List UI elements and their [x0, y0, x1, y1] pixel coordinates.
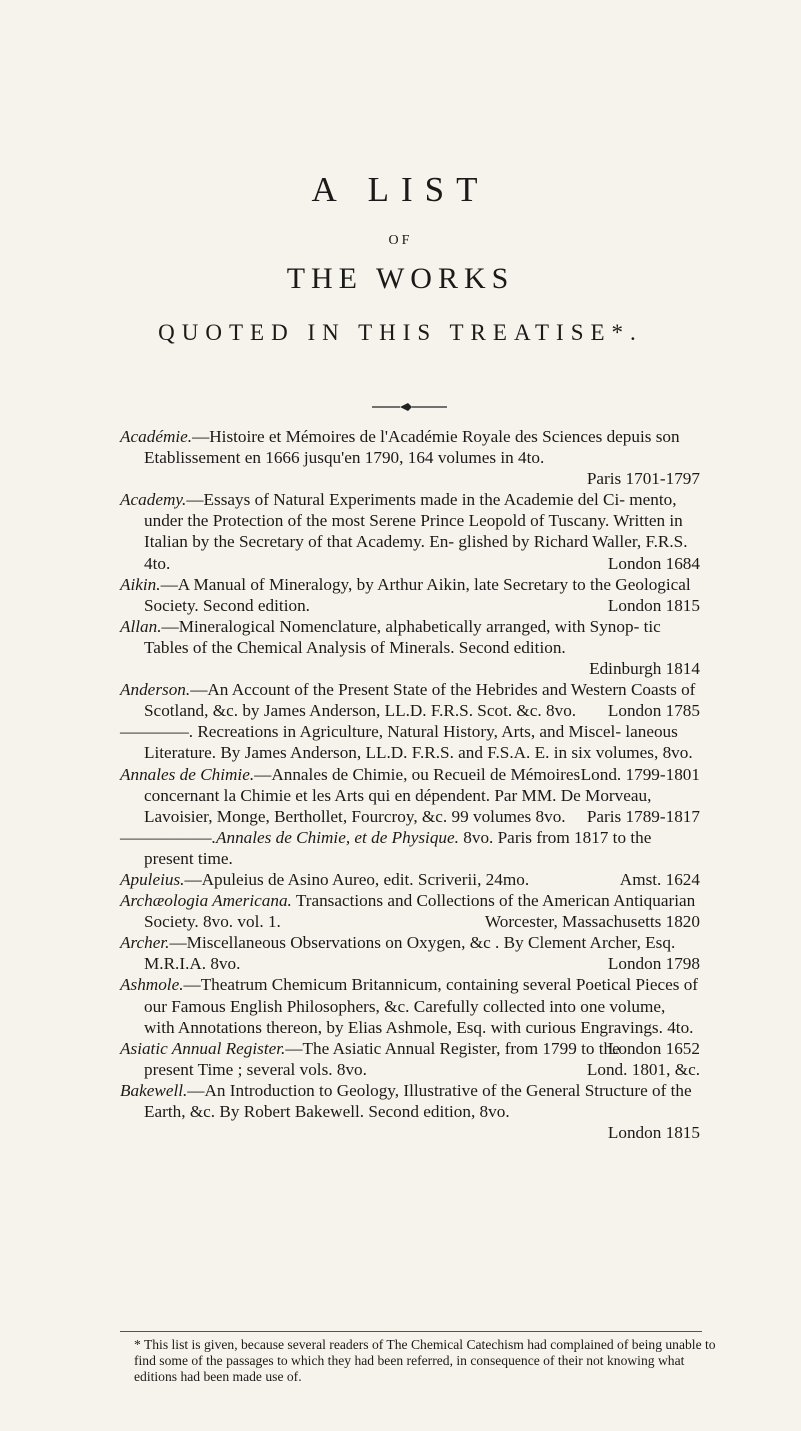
list-item: Annales de Chimie.—Annales de Chimie, ou Recueil de Mémoires concernant la Chimie et les Arts qui en dépendent. Par MM. De Morveau, Lavoisier, Monge, Berthollet, Fourcroy, &c. 99 volumes 8vo. Paris 1789-1817 — [120, 764, 700, 826]
title-line-1: A LIST — [311, 170, 490, 209]
title-line-3: THE WORKS — [286, 262, 515, 295]
footnote-rule — [120, 1331, 702, 1332]
list-item: Asiatic Annual Register.—The Asiatic Annual Register, from 1799 to the present Time ; several vols. 8vo. Lond. 1801, &c. — [120, 1038, 700, 1079]
list-item: Allan.—Mineralogical Nomenclature, alphabetically arranged, with Synop- tic Tables of the Chemical Analysis of Minerals. Second edition. Edinburgh 1814 — [120, 616, 700, 679]
list-item: Anderson.—An Account of the Present State of the Hebrides and Western Coasts of Scotland, &c. by James Anderson, LL.D. F.R.S. Scot. &c. 8vo. London 1785 — [120, 680, 700, 721]
list-item: Bakewell.—An Introduction to Geology, Illustrative of the General Structure of the Earth, &c. By Robert Bakewell. Second edition, 8vo. London 1815 — [120, 1080, 700, 1143]
works-list — [120, 426, 700, 1143]
title-line-2: OF — [388, 233, 413, 248]
title-line-4: QUOTED IN THIS TREATISE*. — [158, 320, 643, 345]
list-item: ————. Recreations in Agriculture, Natural History, Arts, and Miscel- laneous Literature. By James Anderson, LL.D. F.R.S. and F.S.A. E. in six volumes, 8vo. Lond. 1799-1801 — [120, 722, 700, 784]
footnote: * This list is given, because several readers of The Chemical Catechism had complained of being unable to find some of the passages to which they had been referred, in consequence of their not knowing what editions had been made use of. — [134, 1337, 716, 1384]
ornament-divider — [372, 402, 447, 412]
list-item: Académie.—Histoire et Mémoires de l'Académie Royale des Sciences depuis son Etablissement en 1666 jusqu'en 1790, 164 volumes in 4to. Paris 1701-1797 — [120, 427, 700, 489]
list-item: Academy.—Essays of Natural Experiments made in the Academie del Ci- mento, under the Protection of the most Serene Prince Leopold of Tuscany. Written in Italian by the Secretary of that Academy. En- glished by Richard Waller, F.R.S. 4to. London 1684 — [120, 490, 700, 573]
list-item: Archæologia Americana. Transactions and Collections of the American Antiquarian Society. 8vo. vol. 1. Worcester, Massachusetts 1820 — [120, 891, 700, 932]
list-item: Archer.—Miscellaneous Observations on Oxygen, &c . By Clement Archer, Esq. M.R.I.A. 8vo. London 1798 — [120, 933, 700, 974]
list-item: Ashmole.—Theatrum Chemicum Britannicum, containing several Poetical Pieces of our Famous English Philosophers, &c. Carefully collected into one volume, with Annotations thereon, by Elias Ashmole, Esq. with curious Engravings. 4to. London 1652 — [120, 975, 700, 1058]
list-item: Aikin.—A Manual of Mineralogy, by Arthur Aikin, late Secretary to the Geological Society. Second edition. London 1815 — [120, 574, 700, 615]
list-item: Apuleius.—Apuleius de Asino Aureo, edit. Scriverii, 24mo. Amst. 1624 — [120, 869, 700, 889]
list-item: ——————.Annales de Chimie, et de Physique. 8vo. Paris from 1817 to the present time. — [120, 827, 652, 868]
